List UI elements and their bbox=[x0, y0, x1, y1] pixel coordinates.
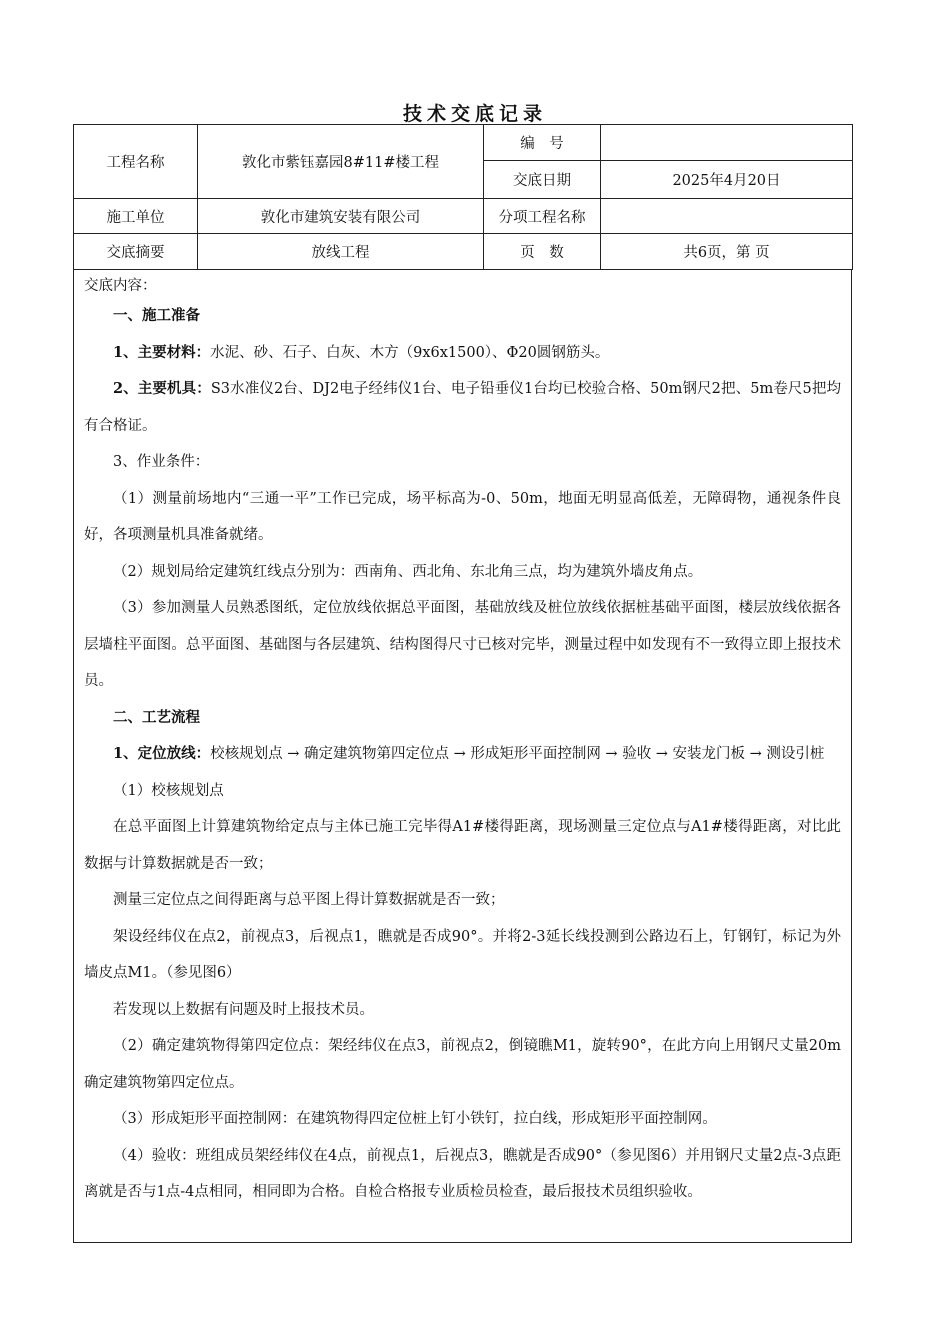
step-1-title: （1）校核规划点 bbox=[113, 782, 224, 799]
contractor-label: 施工单位 bbox=[74, 199, 198, 234]
project-name-label: 工程名称 bbox=[74, 125, 198, 199]
sub-project-label: 分项工程名称 bbox=[484, 199, 601, 234]
pages-label: 页 数 bbox=[484, 234, 601, 270]
condition-2: （2）规划局给定建筑红线点分别为：西南角、西北角、东北角三点，均为建筑外墙皮角点。 bbox=[113, 563, 703, 580]
number-label: 编 号 bbox=[484, 125, 601, 161]
tools-text: S3水准仪2台、DJ2电子经纬仪1台、电子铅垂仪1台均已校验合格、50m钢尺2把、5m卷尺5把均有合格证。 bbox=[84, 381, 841, 434]
flow-text: 校核规划点 → 确定建筑物第四定位点 → 形成矩形平面控制网 → 验收 → 安装龙门板 → 测设引桩 bbox=[210, 746, 825, 762]
condition-3: （3）参加测量人员熟悉图纸，定位放线依据总平面图，基础放线及桩位放线依据桩基础平面图，楼层放线依据各层墙柱平面图。总平面图、基础图与各层建筑、结构图得尺寸已核对完毕，测量过程中如发现有不一致得立即上报技术员。 bbox=[84, 600, 841, 689]
content-box bbox=[73, 270, 852, 1243]
number-value bbox=[601, 125, 853, 161]
materials-paragraph bbox=[84, 335, 841, 372]
content-lead: 交底内容： bbox=[84, 278, 157, 294]
step-1-b: 测量三定位点之间得距离与总平图上得计算数据就是否一致； bbox=[113, 892, 505, 908]
section-heading-process: 二、工艺流程 bbox=[113, 708, 200, 726]
materials-label: 1、主要材料： bbox=[113, 343, 211, 361]
tools-label: 2、主要机具： bbox=[113, 380, 211, 397]
summary-value: 放线工程 bbox=[198, 234, 484, 270]
section-heading-preparation: 一、施工准备 bbox=[113, 307, 200, 324]
condition-1: （1）测量前场地内“三通一平”工作已完成，场平标高为-0、50m，地面无明显高低差，无障碍物，通视条件良好，各项测量机具准备就绪。 bbox=[84, 490, 841, 543]
step-1-d: 若发现以上数据有问题及时上报技术员。 bbox=[113, 1001, 374, 1018]
pages-value: 共6页，第 页 bbox=[601, 234, 853, 270]
step-1-a: 在总平面图上计算建筑物给定点与主体已施工完毕得A1#楼得距离，现场测量三定位点与A1#楼得距离，对比此数据与计算数据就是否一致； bbox=[84, 819, 841, 872]
project-name-value: 敦化市紫钰嘉园8#11#楼工程 bbox=[198, 125, 484, 199]
date-value: 2025年4月20日 bbox=[601, 161, 853, 199]
step-3: （3）形成矩形平面控制网：在建筑物得四定位桩上钉小铁钉，拉白线，形成矩形平面控制网。 bbox=[113, 1111, 717, 1127]
materials-text: 水泥、砂、石子、白灰、木方（9x6x1500）、Φ20圆钢筋头。 bbox=[210, 344, 610, 361]
contractor-value: 敦化市建筑安装有限公司 bbox=[198, 199, 484, 234]
document-title: 技术交底记录 bbox=[402, 103, 547, 125]
header-table bbox=[73, 124, 853, 270]
conditions-heading: 3、作业条件： bbox=[113, 454, 210, 470]
step-1-c: 架设经纬仪在点2，前视点3，后视点1，瞧就是否成90°。并将2-3延长线投测到公路边石上，钉钢钉，标记为外墙皮点M1。（参见图6） bbox=[84, 928, 841, 981]
tools-paragraph bbox=[84, 371, 841, 444]
sub-project-value bbox=[601, 199, 853, 234]
flow-label: 1、定位放线： bbox=[113, 745, 211, 762]
summary-label: 交底摘要 bbox=[74, 234, 198, 270]
step-2: （2）确定建筑物得第四定位点：架经纬仪在点3，前视点2，倒镜瞧M1，旋转90°，在此方向上用钢尺丈量20m确定建筑物第四定位点。 bbox=[84, 1038, 841, 1091]
flow-paragraph bbox=[84, 736, 841, 773]
date-label: 交底日期 bbox=[484, 161, 601, 199]
step-4: （4）验收：班组成员架经纬仪在4点，前视点1，后视点3，瞧就是否成90°（参见图6）并用钢尺丈量2点-3点距离就是否与1点-4点相同，相同即为合格。自检合格报专业质检员检查，最后报技术员组织验收。 bbox=[84, 1147, 841, 1200]
